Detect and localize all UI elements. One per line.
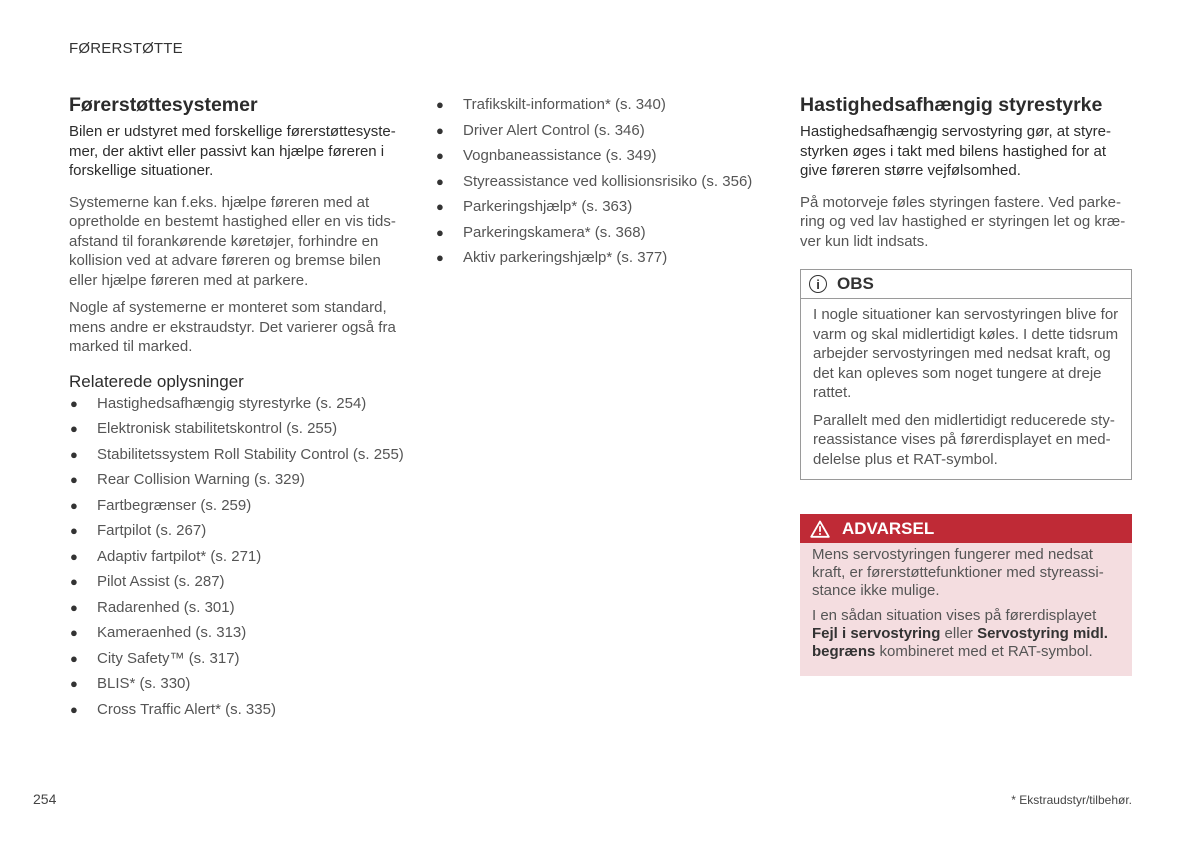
bullet-icon: ●	[70, 548, 78, 564]
bullet-icon: ●	[70, 421, 78, 436]
column-middle	[435, 95, 770, 274]
bullet-icon: ●	[436, 224, 444, 240]
bullet-icon: ●	[436, 250, 444, 265]
note-paragraph: I nogle situationer kan servostyringen blive for varm og skal midlertidigt køles. I dette tidsrum arbejder servostyringen med nedsat kraft, og det kan opleves som noget tungere at dreje rattet.	[813, 306, 1119, 401]
page-number: 254	[33, 791, 57, 807]
info-icon: i	[809, 275, 827, 293]
body-paragraph: Nogle af systemerne er monteret som standard, mens andre er ekstraudstyr. Det varierer også fra marked til marked.	[69, 299, 396, 355]
related-item[interactable]: ● Parkeringskamera* (s. 368)	[436, 223, 646, 241]
note-paragraph: Parallelt med den midlertidigt reducerede styreassistance vises på førerdisplayet en meddelelse plus et RAT-symbol.	[813, 411, 1115, 468]
related-item[interactable]: ● Styreassistance ved kollisionsrisiko (s. 356)	[436, 172, 753, 190]
related-list-continued	[435, 95, 770, 268]
bullet-icon: ●	[70, 497, 78, 513]
related-item[interactable]: ● Kameraenhed (s. 313)	[70, 624, 247, 641]
lead-paragraph: Bilen er udstyret med forskellige førerstøttesystemer, der aktivt eller passivt kan hjælpe føreren i forskellige situationer.	[69, 123, 396, 179]
bullet-icon: ●	[70, 676, 78, 691]
footnote: * Ekstraudstyr/tilbehør.	[1011, 793, 1132, 807]
related-item[interactable]: ● Cross Traffic Alert* (s. 335)	[70, 700, 276, 718]
related-item[interactable]: ● Fartpilot (s. 267)	[70, 522, 207, 539]
section-title: Førerstøttesystemer	[69, 94, 258, 116]
note-title: OBS	[837, 274, 874, 293]
warning-header	[800, 514, 1132, 543]
bullet-icon: ●	[70, 446, 78, 462]
related-item[interactable]: ● Fartbegrænser (s. 259)	[70, 496, 252, 514]
bullet-icon: ●	[436, 199, 444, 214]
related-item[interactable]: ● Parkeringshjælp* (s. 363)	[436, 198, 633, 215]
bullet-icon: ●	[436, 148, 444, 163]
bullet-icon: ●	[70, 650, 78, 666]
related-heading: Relaterede oplysninger	[69, 371, 244, 391]
section-header: FØRERSTØTTE	[69, 40, 183, 57]
bullet-icon: ●	[70, 472, 78, 487]
bullet-icon: ●	[70, 574, 78, 589]
related-item[interactable]: ● Trafikskilt-information* (s. 340)	[436, 96, 666, 113]
note-box	[800, 269, 1132, 480]
related-item[interactable]: ● Rear Collision Warning (s. 329)	[70, 471, 305, 488]
related-item[interactable]: ● Radarenhed (s. 301)	[70, 598, 235, 616]
related-item[interactable]: ● Aktiv parkeringshjælp* (s. 377)	[436, 249, 668, 266]
bullet-icon: ●	[70, 599, 78, 615]
lead-paragraph: Hastighedsafhængig servostyring gør, at styrestyrken øges i takt med bilens hastighed for at give føreren større vejfølsomhed.	[800, 123, 1111, 179]
warning-paragraph: I en sådan situation vises på førerdisplayet Fejl i servostyring eller Servostyring midl. begræns kombineret med et RAT-symbol.	[812, 607, 1108, 660]
warning-paragraph: Mens servostyringen fungerer med nedsat kraft, er førerstøttefunktioner med styreassistance ikke mulige.	[812, 546, 1104, 599]
warning-box	[800, 514, 1132, 676]
warning-body	[800, 543, 1132, 676]
bullet-icon: ●	[436, 122, 444, 138]
display-message: Fejl i servostyring	[812, 625, 941, 642]
column-left	[69, 92, 404, 725]
related-list	[69, 394, 404, 720]
bullet-icon: ●	[436, 173, 444, 189]
note-body	[801, 299, 1131, 479]
bullet-icon: ●	[70, 395, 78, 411]
section-title: Hastighedsafhængig styrestyrke	[800, 94, 1103, 116]
warning-triangle-icon	[810, 520, 830, 538]
display-message: Servostyring midl. begræns	[812, 625, 1108, 660]
bullet-icon: ●	[436, 97, 444, 112]
related-item[interactable]: ● Driver Alert Control (s. 346)	[436, 121, 645, 139]
bullet-icon: ●	[70, 523, 78, 538]
body-paragraph: Systemerne kan f.eks. hjælpe føreren med at opretholde en bestemt hastighed eller en vis tidsafstand til forankørende køretøjer, forhindre en kollision ved at advare føreren og bremse bilen eller hjælpe føreren med at parkere.	[69, 193, 396, 289]
related-item[interactable]: ● Elektronisk stabilitetskontrol (s. 255)	[70, 420, 338, 437]
related-item[interactable]: ● BLIS* (s. 330)	[70, 675, 191, 692]
related-item[interactable]: ● Pilot Assist (s. 287)	[70, 573, 225, 590]
body-paragraph: På motorveje føles styringen fastere. Ved parkering og ved lav hastighed er styringen let og kræver kun lidt indsats.	[800, 193, 1126, 250]
note-header	[801, 270, 1131, 299]
bullet-icon: ●	[70, 701, 78, 717]
related-item[interactable]: ● Vognbaneassistance (s. 349)	[436, 147, 657, 164]
related-item[interactable]: ● Adaptiv fartpilot* (s. 271)	[70, 547, 262, 565]
warning-title: ADVARSEL	[842, 518, 935, 538]
bullet-icon: ●	[70, 625, 78, 640]
related-item[interactable]: ● Stabilitetssystem Roll Stability Control (s. 255)	[70, 445, 404, 463]
related-item[interactable]: ● Hastighedsafhængig styrestyrke (s. 254)	[70, 394, 367, 412]
column-right	[800, 92, 1132, 676]
related-item[interactable]: ● City Safety™ (s. 317)	[70, 649, 240, 667]
